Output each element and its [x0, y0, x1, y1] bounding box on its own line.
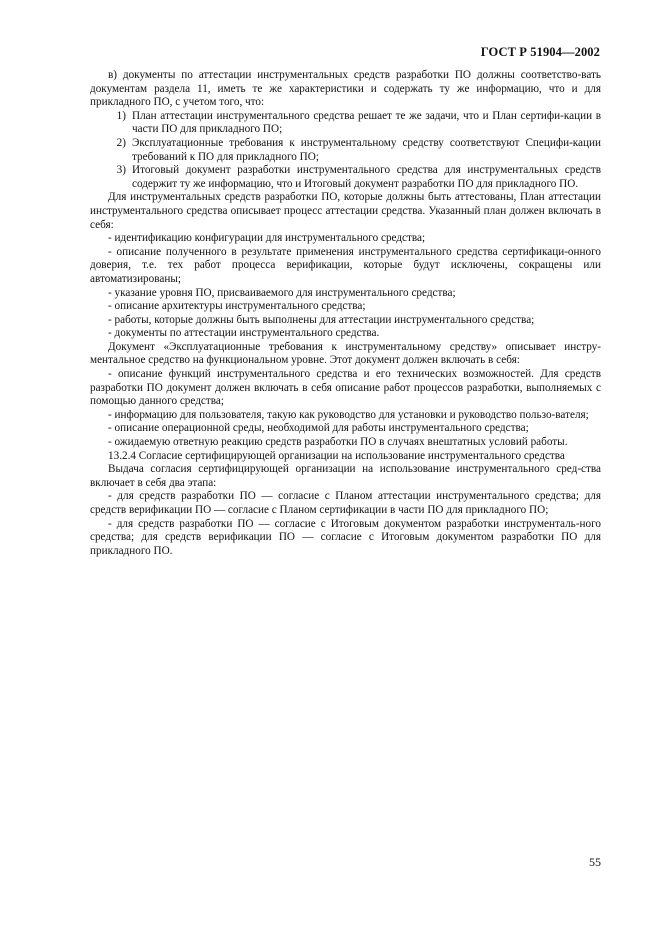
item-text: Эксплуатационные требования к инструментальному средству соответствуют Специфи-кации требований к ПО для прикладного ПО;: [132, 136, 601, 163]
list-item: - для средств разработки ПО — согласие с Планом аттестации инструментального средства; для средств верификации ПО — согласие с Планом сертификации в части ПО для прикладного ПО;: [90, 490, 601, 516]
list-item: - указание уровня ПО, присваиваемого для инструментального средства;: [108, 286, 456, 299]
document-header: ГОСТ Р 51904—2002: [480, 45, 600, 59]
paragraph: Выдача согласия сертифицирующей организации на использование инструментального сред-ства включает в себя два этапа:: [90, 463, 601, 489]
list-item: - описание функций инструментального средства и его технических возможностей. Для средств разработки ПО документ должен включать в себя описание работ процессов разработки, выполняемых с помощью данного средства;: [90, 368, 601, 408]
list-item: - ожидаемую ответную реакцию средств разработки ПО в случаях внештатных условий работы.: [108, 436, 568, 449]
paragraph: Для инструментальных средств разработки ПО, которые должны быть аттестованы, План аттестации инструментального средства описывает процесс аттестации средства. Указанный план должен включать в себя:: [90, 191, 601, 231]
page-number: 55: [589, 855, 601, 869]
item-number: 2): [116, 136, 126, 149]
item-text: План аттестации инструментального средства решает те же задачи, что и План сертифи-кации в части ПО для прикладного ПО;: [132, 109, 601, 136]
numbered-list: [90, 110, 601, 192]
list-item: - идентификацию конфигурации для инструментального средства;: [108, 232, 426, 245]
section-heading: 13.2.4 Согласие сертифицирующей организации на использование инструментального средства: [108, 449, 565, 462]
item-number: 1): [116, 109, 126, 122]
numbered-item: [90, 110, 601, 137]
numbered-item: [90, 137, 601, 164]
list-item: - описание полученного в результате применения инструментального средства сертификаци-онного доверия, т.е. тех работ процесса верификации, которые будут исключены, сокращены или автоматизированы;: [90, 245, 601, 285]
list-item: - описание архитектуры инструментального средства;: [108, 300, 366, 313]
item-number: 3): [116, 164, 126, 177]
list-item: - документы по аттестации инструментального средства.: [108, 327, 380, 340]
paragraph: Документ «Эксплуатационные требования к инструментальному средству» описывает инстру-ментальное средство на функциональном уровне. Этот документ должен включать в себя:: [90, 340, 601, 367]
intro-paragraph: в) документы по аттестации инструментальных средств разработки ПО должны соответство-вать документам раздела 11, иметь те же характеристики и содержать ту же информацию, что и для прикладного ПО, с учетом того, что:: [90, 69, 601, 109]
list-item: - информацию для пользователя, такую как руководство для установки и руководство пользо-вателя;: [108, 408, 589, 421]
document-body: [90, 69, 601, 558]
list-item: - для средств разработки ПО — согласие с Итоговым документом разработки инструменталь-ного средства; для средств верификации ПО — согласие с Итоговым документом разработки ПО для прикладного ПО.: [90, 517, 601, 557]
list-item: - работы, которые должны быть выполнены для аттестации инструментального средства;: [108, 313, 535, 326]
list-item: - описание операционной среды, необходимой для работы инструментального средства;: [108, 422, 529, 435]
item-text: Итоговый документ разработки инструментального средства для инструментальных средств содержит ту же информацию, что и Итоговый документ разработки ПО для прикладного ПО.: [132, 164, 601, 190]
numbered-item: [90, 164, 601, 191]
